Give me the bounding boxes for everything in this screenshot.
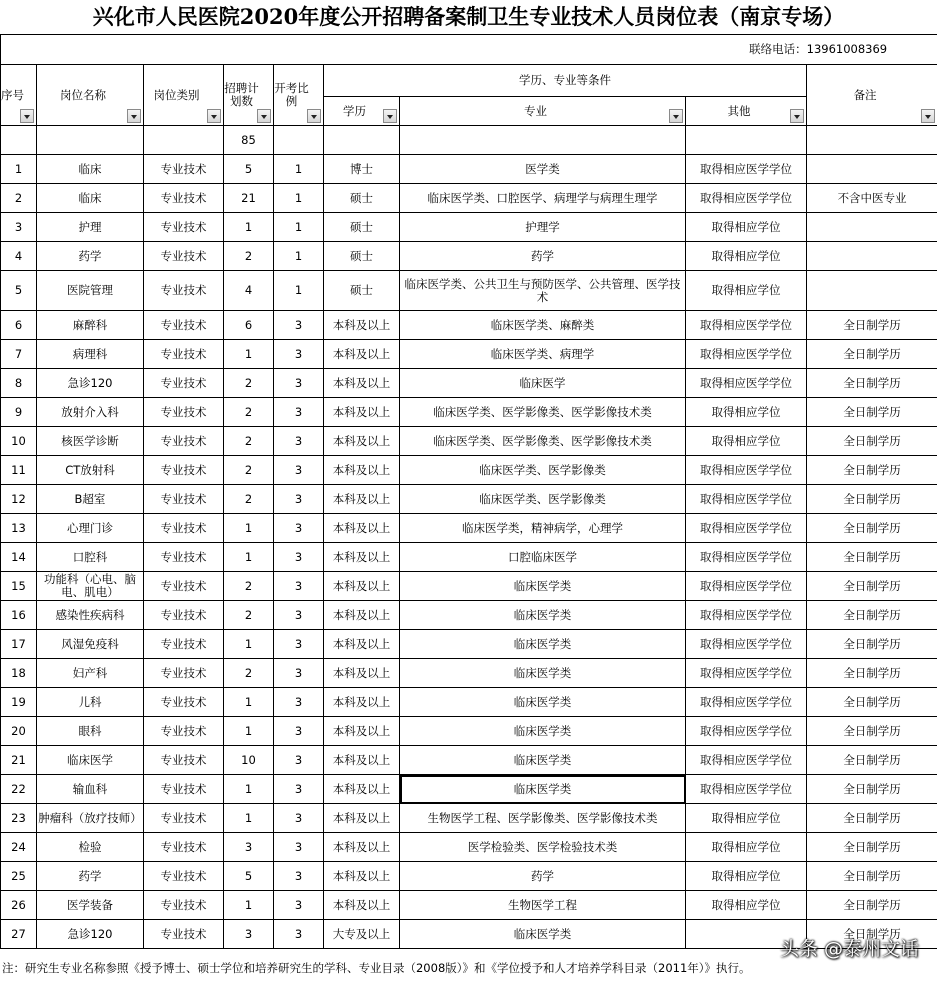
cell-category[interactable]: 专业技术: [144, 659, 224, 688]
cell-category[interactable]: 专业技术: [144, 271, 224, 311]
cell-ratio[interactable]: 1: [274, 184, 324, 213]
cell-ratio[interactable]: 3: [274, 427, 324, 456]
positions-table: [0, 34, 937, 949]
cell-other[interactable]: 取得相应医学学位: [686, 746, 807, 775]
cell-category[interactable]: 专业技术: [144, 601, 224, 630]
cell-position[interactable]: CT放射科: [37, 456, 144, 485]
cell-plan[interactable]: 3: [224, 920, 274, 949]
cell-category[interactable]: 专业技术: [144, 804, 224, 833]
table-row: [1, 340, 937, 369]
cell-ratio[interactable]: 3: [274, 630, 324, 659]
cell-plan[interactable]: 2: [224, 398, 274, 427]
table-row: [1, 862, 937, 891]
cell-degree[interactable]: 本科及以上: [324, 572, 400, 601]
table-row: [1, 630, 937, 659]
cell-other[interactable]: 取得相应学位: [686, 427, 807, 456]
cell-category[interactable]: 专业技术: [144, 184, 224, 213]
header-degree[interactable]: 学历: [324, 97, 400, 126]
table-row: [1, 717, 937, 746]
table-row: [1, 485, 937, 514]
cell-degree[interactable]: 本科及以上: [324, 688, 400, 717]
cell-position[interactable]: 风湿免疫科: [37, 630, 144, 659]
cell-position[interactable]: 放射介入科: [37, 398, 144, 427]
watermark: 头条 @泰州文话: [779, 938, 919, 960]
cell-degree[interactable]: 本科及以上: [324, 891, 400, 920]
cell-remark[interactable]: 全日制学历: [807, 311, 937, 340]
cell-major[interactable]: 临床医学类、口腔医学、病理学与病理生理学: [400, 184, 686, 213]
cell-major[interactable]: 护理学: [400, 213, 686, 242]
cell-major[interactable]: 临床医学类: [400, 601, 686, 630]
cell-category[interactable]: 专业技术: [144, 543, 224, 572]
cell-degree[interactable]: 本科及以上: [324, 804, 400, 833]
cell-remark[interactable]: 全日制学历: [807, 369, 937, 398]
cell-position[interactable]: 病理科: [37, 340, 144, 369]
cell-category[interactable]: 专业技术: [144, 427, 224, 456]
filter-dropdown-icon[interactable]: [307, 109, 321, 123]
table-row: [1, 572, 937, 601]
cell-plan[interactable]: 2: [224, 456, 274, 485]
cell-ratio[interactable]: 3: [274, 804, 324, 833]
cell-degree[interactable]: 本科及以上: [324, 427, 400, 456]
total-plan: 85: [224, 126, 274, 155]
cell-category[interactable]: 专业技术: [144, 688, 224, 717]
cell-plan[interactable]: 2: [224, 485, 274, 514]
cell-remark[interactable]: 全日制学历: [807, 891, 937, 920]
cell-category[interactable]: 专业技术: [144, 572, 224, 601]
filter-dropdown-icon[interactable]: [127, 109, 141, 123]
cell-degree[interactable]: 本科及以上: [324, 601, 400, 630]
cell-remark[interactable]: 全日制学历: [807, 543, 937, 572]
cell-seq[interactable]: 18: [1, 659, 37, 688]
cell-position[interactable]: 麻醉科: [37, 311, 144, 340]
cell-plan[interactable]: 3: [224, 833, 274, 862]
cell-degree[interactable]: 本科及以上: [324, 369, 400, 398]
cell-seq[interactable]: 3: [1, 213, 37, 242]
cell-plan[interactable]: 1: [224, 543, 274, 572]
cell-major[interactable]: 临床医学类、病理学: [400, 340, 686, 369]
cell-major[interactable]: 临床医学类: [400, 775, 686, 804]
cell-degree[interactable]: 本科及以上: [324, 717, 400, 746]
cell-ratio[interactable]: 3: [274, 340, 324, 369]
cell-other[interactable]: 取得相应学位: [686, 213, 807, 242]
cell-major[interactable]: 临床医学类，精神病学，心理学: [400, 514, 686, 543]
cell-category[interactable]: 专业技术: [144, 242, 224, 271]
cell-major[interactable]: 临床医学类: [400, 688, 686, 717]
filter-dropdown-icon[interactable]: [383, 109, 397, 123]
cell-ratio[interactable]: 3: [274, 862, 324, 891]
filter-dropdown-icon[interactable]: [207, 109, 221, 123]
cell-other[interactable]: 取得相应学位: [686, 862, 807, 891]
cell-ratio[interactable]: 3: [274, 514, 324, 543]
cell-degree[interactable]: 硕士: [324, 242, 400, 271]
table-row: [1, 369, 937, 398]
cell-position[interactable]: 临床医学: [37, 746, 144, 775]
cell-remark[interactable]: 全日制学历: [807, 659, 937, 688]
cell-other[interactable]: 取得相应医学学位: [686, 311, 807, 340]
cell-degree[interactable]: 本科及以上: [324, 456, 400, 485]
cell-major[interactable]: 药学: [400, 862, 686, 891]
cell-remark[interactable]: 全日制学历: [807, 688, 937, 717]
table-row: [1, 242, 937, 271]
cell-ratio[interactable]: 1: [274, 155, 324, 184]
cell-position[interactable]: 儿科: [37, 688, 144, 717]
cell-degree[interactable]: 大专及以上: [324, 920, 400, 949]
cell-plan[interactable]: 1: [224, 688, 274, 717]
cell-category[interactable]: 专业技术: [144, 717, 224, 746]
cell-other[interactable]: 取得相应医学学位: [686, 601, 807, 630]
cell-other[interactable]: 取得相应医学学位: [686, 184, 807, 213]
cell-major[interactable]: 临床医学类、麻醉类: [400, 311, 686, 340]
cell-remark[interactable]: [807, 271, 937, 311]
cell-plan[interactable]: 5: [224, 862, 274, 891]
table-row: [1, 601, 937, 630]
cell-position[interactable]: 心理门诊: [37, 514, 144, 543]
cell-category[interactable]: 专业技术: [144, 833, 224, 862]
cell-other[interactable]: 取得相应医学学位: [686, 717, 807, 746]
cell-other[interactable]: 取得相应医学学位: [686, 369, 807, 398]
cell-seq[interactable]: 5: [1, 271, 37, 311]
cell-position[interactable]: 急诊120: [37, 369, 144, 398]
footnote: 注：研究生专业名称参照《授予博士、硕士学位和培养研究生的学科、专业目录（2008版）》和《学位授予和人才培养学科目录（2011年）》执行。: [2, 961, 751, 975]
cell-category[interactable]: 专业技术: [144, 920, 224, 949]
header-category[interactable]: 岗位类别: [144, 65, 224, 126]
table-row: [1, 833, 937, 862]
cell-position[interactable]: 临床: [37, 155, 144, 184]
cell-seq[interactable]: 14: [1, 543, 37, 572]
cell-position[interactable]: 功能科（心电、脑电、肌电）: [37, 572, 144, 601]
cell-category[interactable]: 专业技术: [144, 485, 224, 514]
cell-seq[interactable]: 8: [1, 369, 37, 398]
cell-seq[interactable]: 19: [1, 688, 37, 717]
cell-other[interactable]: 取得相应医学学位: [686, 543, 807, 572]
cell-major[interactable]: 临床医学类: [400, 572, 686, 601]
filter-dropdown-icon[interactable]: [257, 109, 271, 123]
table-row: [1, 543, 937, 572]
cell-degree[interactable]: 本科及以上: [324, 514, 400, 543]
cell-position[interactable]: 检验: [37, 833, 144, 862]
cell-position[interactable]: 核医学诊断: [37, 427, 144, 456]
table-row: [1, 456, 937, 485]
header-major[interactable]: 专业: [400, 97, 686, 126]
cell-plan[interactable]: 1: [224, 514, 274, 543]
cell-remark[interactable]: [807, 213, 937, 242]
cell-other[interactable]: 取得相应医学学位: [686, 456, 807, 485]
table-row: [1, 746, 937, 775]
cell-ratio[interactable]: 3: [274, 369, 324, 398]
cell-seq[interactable]: 2: [1, 184, 37, 213]
cell-major[interactable]: 临床医学: [400, 369, 686, 398]
cell-other[interactable]: 取得相应医学学位: [686, 688, 807, 717]
cell-position[interactable]: 护理: [37, 213, 144, 242]
cell-degree[interactable]: 硕士: [324, 213, 400, 242]
cell-plan[interactable]: 1: [224, 213, 274, 242]
cell-remark[interactable]: [807, 155, 937, 184]
cell-plan[interactable]: 1: [224, 717, 274, 746]
cell-seq[interactable]: 17: [1, 630, 37, 659]
cell-ratio[interactable]: 3: [274, 717, 324, 746]
table-row: [1, 213, 937, 242]
cell-degree[interactable]: 本科及以上: [324, 659, 400, 688]
cell-other[interactable]: 取得相应医学学位: [686, 630, 807, 659]
cell-seq[interactable]: 10: [1, 427, 37, 456]
cell-remark[interactable]: 全日制学历: [807, 630, 937, 659]
cell-plan[interactable]: 10: [224, 746, 274, 775]
cell-degree[interactable]: 本科及以上: [324, 746, 400, 775]
header-conditions: 学历、专业等条件: [324, 65, 807, 97]
cell-ratio[interactable]: 3: [274, 398, 324, 427]
cell-degree[interactable]: 本科及以上: [324, 340, 400, 369]
table-row: [1, 398, 937, 427]
header-seq[interactable]: 序号: [1, 65, 37, 126]
cell-ratio[interactable]: 3: [274, 311, 324, 340]
cell-degree[interactable]: 本科及以上: [324, 398, 400, 427]
cell-plan[interactable]: 1: [224, 630, 274, 659]
table-row: [1, 271, 937, 311]
cell-remark[interactable]: 全日制学历: [807, 920, 937, 949]
cell-degree[interactable]: 本科及以上: [324, 833, 400, 862]
cell-remark[interactable]: 全日制学历: [807, 340, 937, 369]
cell-seq[interactable]: 1: [1, 155, 37, 184]
table-row: [1, 311, 937, 340]
cell-major[interactable]: 临床医学类: [400, 659, 686, 688]
cell-position[interactable]: B超室: [37, 485, 144, 514]
cell-ratio[interactable]: 3: [274, 485, 324, 514]
cell-ratio[interactable]: 3: [274, 659, 324, 688]
cell-remark[interactable]: 全日制学历: [807, 833, 937, 862]
cell-ratio[interactable]: 1: [274, 271, 324, 311]
cell-seq[interactable]: 20: [1, 717, 37, 746]
cell-major[interactable]: 口腔临床医学: [400, 543, 686, 572]
cell-major[interactable]: 医学类: [400, 155, 686, 184]
cell-major[interactable]: 临床医学类: [400, 717, 686, 746]
cell-category[interactable]: 专业技术: [144, 213, 224, 242]
cell-remark[interactable]: [807, 242, 937, 271]
cell-position[interactable]: 药学: [37, 242, 144, 271]
cell-remark[interactable]: 全日制学历: [807, 775, 937, 804]
cell-other[interactable]: 取得相应医学学位: [686, 155, 807, 184]
cell-other[interactable]: 取得相应医学学位: [686, 572, 807, 601]
cell-seq[interactable]: 24: [1, 833, 37, 862]
cell-ratio[interactable]: 3: [274, 601, 324, 630]
cell-category[interactable]: 专业技术: [144, 630, 224, 659]
cell-other[interactable]: 取得相应学位: [686, 891, 807, 920]
cell-seq[interactable]: 11: [1, 456, 37, 485]
table-row: [1, 804, 937, 833]
cell-plan[interactable]: 5: [224, 155, 274, 184]
cell-category[interactable]: 专业技术: [144, 398, 224, 427]
cell-category[interactable]: 专业技术: [144, 775, 224, 804]
cell-other[interactable]: 取得相应医学学位: [686, 659, 807, 688]
cell-other[interactable]: 取得相应医学学位: [686, 775, 807, 804]
cell-plan[interactable]: 1: [224, 775, 274, 804]
cell-major[interactable]: 药学: [400, 242, 686, 271]
cell-degree[interactable]: 本科及以上: [324, 775, 400, 804]
table-row: [1, 775, 937, 804]
header-ratio[interactable]: 开考比例: [274, 65, 324, 126]
cell-degree[interactable]: 博士: [324, 155, 400, 184]
table-row: [1, 688, 937, 717]
cell-remark[interactable]: 全日制学历: [807, 746, 937, 775]
cell-remark[interactable]: 全日制学历: [807, 427, 937, 456]
cell-remark[interactable]: 全日制学历: [807, 398, 937, 427]
cell-major[interactable]: 临床医学类、医学影像类、医学影像技术类: [400, 398, 686, 427]
cell-other[interactable]: 取得相应学位: [686, 398, 807, 427]
cell-major[interactable]: 医学检验类、医学检验技术类: [400, 833, 686, 862]
cell-category[interactable]: 专业技术: [144, 369, 224, 398]
cell-remark[interactable]: 全日制学历: [807, 717, 937, 746]
cell-plan[interactable]: 2: [224, 242, 274, 271]
table-row: [1, 514, 937, 543]
cell-other[interactable]: 取得相应学位: [686, 242, 807, 271]
cell-seq[interactable]: 15: [1, 572, 37, 601]
cell-seq[interactable]: 9: [1, 398, 37, 427]
cell-plan[interactable]: 21: [224, 184, 274, 213]
cell-ratio[interactable]: 3: [274, 543, 324, 572]
cell-major[interactable]: 生物医学工程、医学影像类、医学影像技术类: [400, 804, 686, 833]
filter-dropdown-icon[interactable]: [790, 109, 804, 123]
cell-remark[interactable]: 全日制学历: [807, 862, 937, 891]
cell-category[interactable]: 专业技术: [144, 340, 224, 369]
cell-other[interactable]: 取得相应医学学位: [686, 340, 807, 369]
cell-position[interactable]: 药学: [37, 862, 144, 891]
cell-position[interactable]: 输血科: [37, 775, 144, 804]
cell-seq[interactable]: 4: [1, 242, 37, 271]
cell-major[interactable]: 临床医学类: [400, 746, 686, 775]
cell-remark[interactable]: 不含中医专业: [807, 184, 937, 213]
cell-seq[interactable]: 7: [1, 340, 37, 369]
cell-remark[interactable]: 全日制学历: [807, 456, 937, 485]
cell-ratio[interactable]: 3: [274, 456, 324, 485]
cell-other[interactable]: 取得相应学位: [686, 804, 807, 833]
table-row: [1, 427, 937, 456]
table-row: [1, 184, 937, 213]
cell-degree[interactable]: 本科及以上: [324, 630, 400, 659]
cell-other[interactable]: 取得相应学位: [686, 271, 807, 311]
cell-major[interactable]: 临床医学类、医学影像类: [400, 485, 686, 514]
cell-seq[interactable]: 25: [1, 862, 37, 891]
table-row: [1, 891, 937, 920]
cell-seq[interactable]: 12: [1, 485, 37, 514]
cell-plan[interactable]: 1: [224, 340, 274, 369]
cell-plan[interactable]: 4: [224, 271, 274, 311]
cell-category[interactable]: 专业技术: [144, 155, 224, 184]
cell-position[interactable]: 感染性疾病科: [37, 601, 144, 630]
cell-position[interactable]: 医学装备: [37, 891, 144, 920]
cell-ratio[interactable]: 3: [274, 775, 324, 804]
cell-major[interactable]: 临床医学类、医学影像类: [400, 456, 686, 485]
cell-category[interactable]: 专业技术: [144, 746, 224, 775]
cell-category[interactable]: 专业技术: [144, 456, 224, 485]
cell-position[interactable]: 急诊120: [37, 920, 144, 949]
cell-category[interactable]: 专业技术: [144, 514, 224, 543]
cell-plan[interactable]: 1: [224, 891, 274, 920]
cell-remark[interactable]: 全日制学历: [807, 572, 937, 601]
cell-major[interactable]: 生物医学工程: [400, 891, 686, 920]
cell-seq[interactable]: 13: [1, 514, 37, 543]
cell-position[interactable]: 妇产科: [37, 659, 144, 688]
cell-position[interactable]: 口腔科: [37, 543, 144, 572]
contact-phone: 联络电话：13961008369: [1, 35, 937, 65]
cell-plan[interactable]: 2: [224, 601, 274, 630]
cell-plan[interactable]: 2: [224, 369, 274, 398]
cell-position[interactable]: 医院管理: [37, 271, 144, 311]
cell-major[interactable]: 临床医学类: [400, 630, 686, 659]
page-title: 兴化市人民医院2020年度公开招聘备案制卫生专业技术人员岗位表（南京专场）: [92, 4, 845, 29]
cell-ratio[interactable]: 3: [274, 688, 324, 717]
cell-plan[interactable]: 2: [224, 572, 274, 601]
cell-degree[interactable]: 本科及以上: [324, 543, 400, 572]
header-position[interactable]: 岗位名称: [37, 65, 144, 126]
cell-remark[interactable]: 全日制学历: [807, 514, 937, 543]
cell-seq[interactable]: 23: [1, 804, 37, 833]
cell-ratio[interactable]: 3: [274, 920, 324, 949]
cell-seq[interactable]: 26: [1, 891, 37, 920]
cell-degree[interactable]: 硕士: [324, 271, 400, 311]
cell-ratio[interactable]: 3: [274, 572, 324, 601]
cell-seq[interactable]: 22: [1, 775, 37, 804]
cell-remark[interactable]: 全日制学历: [807, 804, 937, 833]
cell-degree[interactable]: 硕士: [324, 184, 400, 213]
filter-dropdown-icon[interactable]: [921, 109, 935, 123]
cell-seq[interactable]: 21: [1, 746, 37, 775]
cell-major[interactable]: 临床医学类、公共卫生与预防医学、公共管理、医学技术: [400, 271, 686, 311]
cell-category[interactable]: 专业技术: [144, 862, 224, 891]
cell-other[interactable]: 取得相应学位: [686, 833, 807, 862]
cell-remark[interactable]: 全日制学历: [807, 485, 937, 514]
cell-category[interactable]: 专业技术: [144, 311, 224, 340]
cell-ratio[interactable]: 3: [274, 833, 324, 862]
cell-degree[interactable]: 本科及以上: [324, 862, 400, 891]
cell-ratio[interactable]: 1: [274, 213, 324, 242]
total-row: [1, 126, 937, 155]
cell-ratio[interactable]: 1: [274, 242, 324, 271]
cell-plan[interactable]: 2: [224, 659, 274, 688]
header-remark[interactable]: 备注: [807, 65, 937, 126]
cell-other[interactable]: 取得相应医学学位: [686, 514, 807, 543]
header-other[interactable]: 其他: [686, 97, 807, 126]
filter-dropdown-icon[interactable]: [20, 109, 34, 123]
cell-plan[interactable]: 1: [224, 804, 274, 833]
cell-remark[interactable]: 全日制学历: [807, 601, 937, 630]
cell-ratio[interactable]: 3: [274, 746, 324, 775]
cell-position[interactable]: 肿瘤科（放疗技师）: [37, 804, 144, 833]
cell-seq[interactable]: 6: [1, 311, 37, 340]
cell-seq[interactable]: 27: [1, 920, 37, 949]
cell-other[interactable]: 取得相应医学学位: [686, 485, 807, 514]
cell-major[interactable]: 临床医学类、医学影像类、医学影像技术类: [400, 427, 686, 456]
cell-major[interactable]: 临床医学类: [400, 920, 686, 949]
cell-position[interactable]: 眼科: [37, 717, 144, 746]
cell-degree[interactable]: 本科及以上: [324, 311, 400, 340]
cell-position[interactable]: 临床: [37, 184, 144, 213]
cell-seq[interactable]: 16: [1, 601, 37, 630]
filter-dropdown-icon[interactable]: [669, 109, 683, 123]
table-row: [1, 659, 937, 688]
header-plan[interactable]: 招聘计划数: [224, 65, 274, 126]
cell-plan[interactable]: 2: [224, 427, 274, 456]
table-row: [1, 155, 937, 184]
cell-ratio[interactable]: 3: [274, 891, 324, 920]
cell-plan[interactable]: 6: [224, 311, 274, 340]
cell-degree[interactable]: 本科及以上: [324, 485, 400, 514]
cell-category[interactable]: 专业技术: [144, 891, 224, 920]
